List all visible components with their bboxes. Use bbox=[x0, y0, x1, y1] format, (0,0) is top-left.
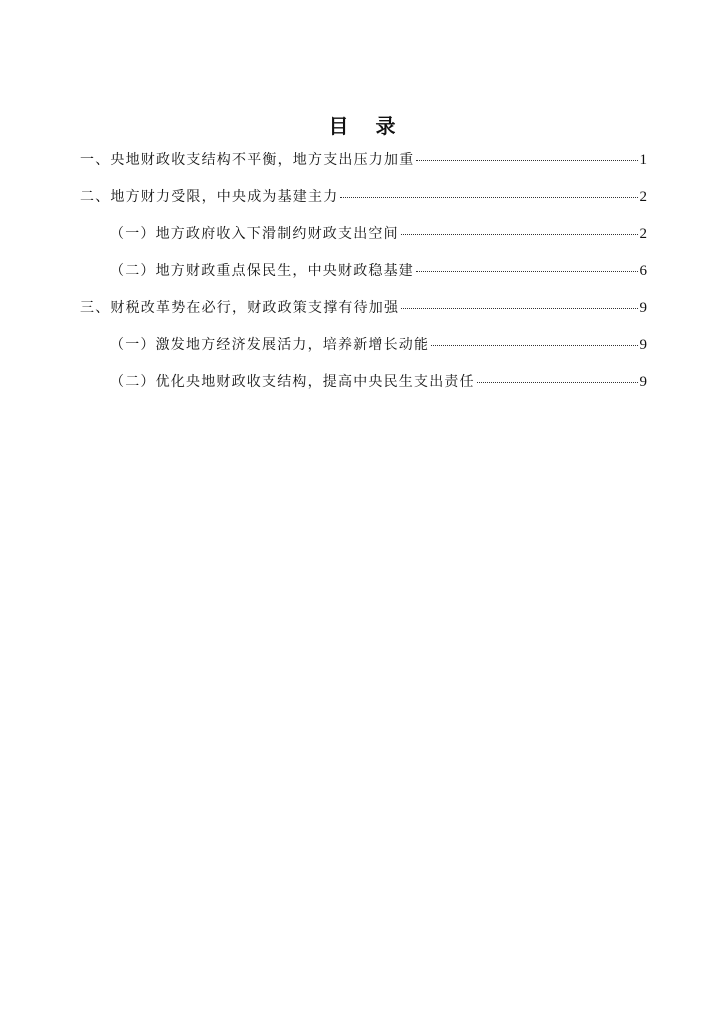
toc-entry-page: 9 bbox=[639, 374, 647, 390]
toc-entry-text: （一）激发地方经济发展活力，培养新增长动能 bbox=[110, 337, 430, 353]
toc-entry-1[interactable] bbox=[80, 150, 647, 187]
toc-entry-2-1[interactable] bbox=[80, 224, 647, 261]
toc-dot-leader bbox=[401, 307, 637, 309]
toc-title: 目 录 bbox=[328, 114, 406, 138]
toc-dot-leader bbox=[477, 381, 638, 383]
toc-entry-text: （二）地方财政重点保民生，中央财政稳基建 bbox=[110, 263, 414, 279]
toc-dot-leader bbox=[431, 344, 637, 346]
toc-entry-page: 9 bbox=[639, 337, 647, 353]
toc-entry-page: 6 bbox=[639, 263, 647, 279]
toc-entry-text: 二、地方财力受限，中央成为基建主力 bbox=[80, 189, 339, 205]
toc-entry-text: （一）地方政府收入下滑制约财政支出空间 bbox=[110, 226, 399, 242]
toc-entry-page: 9 bbox=[639, 300, 647, 316]
toc-entry-3-2[interactable] bbox=[80, 372, 647, 409]
toc-entry-text: 一、央地财政收支结构不平衡，地方支出压力加重 bbox=[80, 152, 415, 168]
toc-entry-text: 三、财税改革势在必行，财政政策支撑有待加强 bbox=[80, 300, 400, 316]
toc-entry-3-1[interactable] bbox=[80, 335, 647, 372]
toc-entry-page: 1 bbox=[639, 152, 647, 168]
toc-list bbox=[80, 150, 647, 409]
toc-entry-2[interactable] bbox=[80, 187, 647, 224]
toc-entry-page: 2 bbox=[639, 226, 647, 242]
toc-dot-leader bbox=[401, 233, 638, 235]
toc-dot-leader bbox=[416, 270, 638, 272]
toc-dot-leader bbox=[340, 196, 637, 198]
toc-entry-2-2[interactable] bbox=[80, 261, 647, 298]
toc-dot-leader bbox=[416, 159, 637, 161]
toc-entry-3[interactable] bbox=[80, 298, 647, 335]
toc-entry-text: （二）优化央地财政收支结构，提高中央民生支出责任 bbox=[110, 374, 475, 390]
toc-entry-page: 2 bbox=[639, 189, 647, 205]
